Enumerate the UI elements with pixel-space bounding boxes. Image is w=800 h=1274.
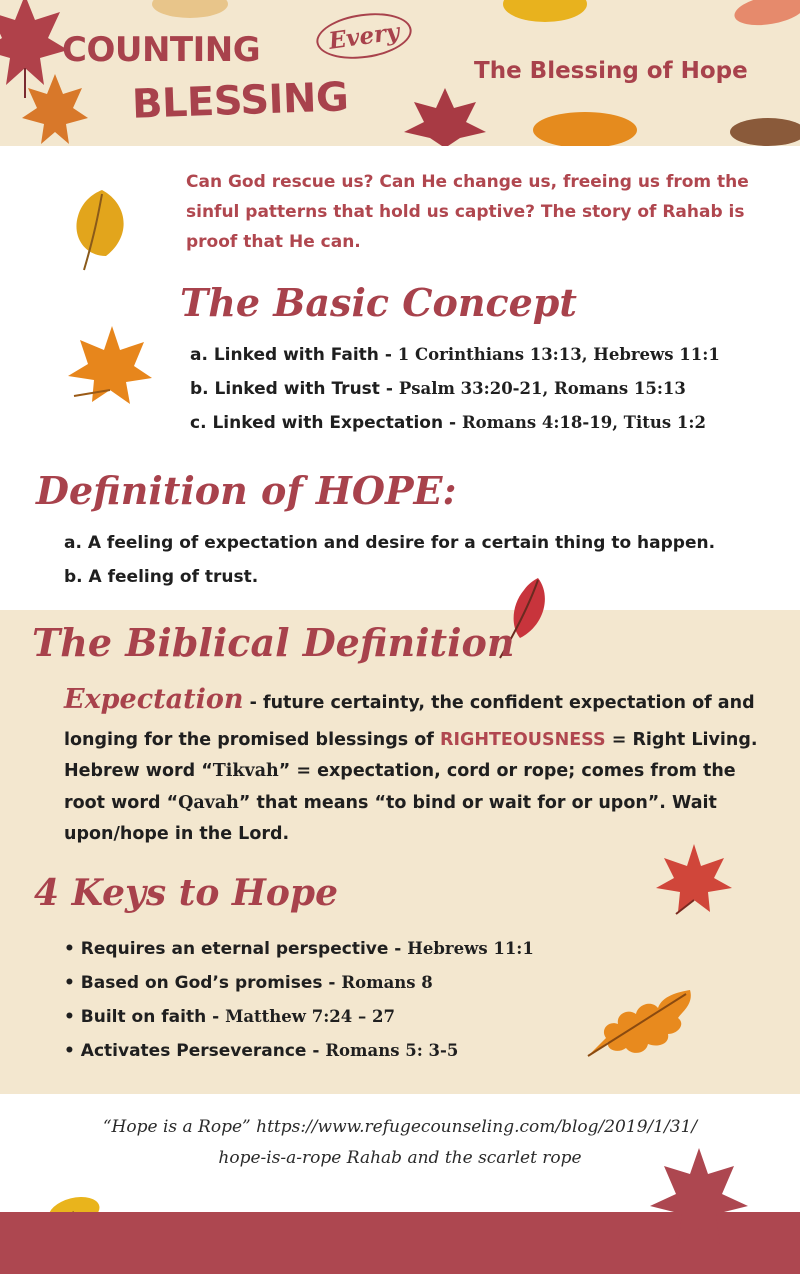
list-item: b. Linked with Trust - Psalm 33:20-21, Romans 15:13 bbox=[190, 379, 686, 399]
maple-leaf-icon bbox=[20, 70, 90, 146]
maple-leaf-icon bbox=[400, 84, 490, 146]
leaf-icon bbox=[500, 0, 590, 32]
list-item: a. Linked with Faith - 1 Corinthians 13:13, Hebrews 11:1 bbox=[190, 345, 720, 365]
maple-leaf-icon bbox=[644, 1144, 754, 1254]
list-item: c. Linked with Expectation - Romans 4:18-19, Titus 1:2 bbox=[190, 413, 706, 433]
expectation-word: Expectation bbox=[64, 684, 244, 715]
title-counting: COUNTING bbox=[62, 30, 261, 70]
source-line-1: “Hope is a Rope” https://www.refugecounseling.com/blog/2019/1/31/ bbox=[102, 1117, 698, 1137]
title-blessing: BLESSING bbox=[131, 74, 350, 128]
keys-list bbox=[64, 932, 534, 1068]
leaf-icon bbox=[726, 110, 800, 146]
source-line-2: hope-is-a-rope Rahab and the scarlet rope bbox=[218, 1148, 582, 1169]
list-item: • Based on God’s promises - Romans 8 bbox=[64, 966, 534, 1000]
biblical-definition-heading: The Biblical Definition bbox=[32, 620, 515, 665]
leaf-icon bbox=[530, 102, 640, 146]
oak-leaf-icon bbox=[582, 984, 698, 1062]
leaf-icon bbox=[720, 0, 800, 34]
intro-text: Can God rescue us? Can He change us, freeing us from the sinful patterns that hold us captive? The story of Rahab is proof that He can. bbox=[186, 172, 749, 252]
list-item: • Activates Perseverance - Romans 5: 3-5 bbox=[64, 1034, 534, 1068]
keys-heading: 4 Keys to Hope bbox=[34, 872, 338, 914]
title-every-badge: Every bbox=[313, 8, 414, 65]
basic-concept-list bbox=[190, 338, 720, 440]
list-item: • Requires an eternal perspective - Hebrews 11:1 bbox=[64, 932, 534, 966]
maple-leaf-icon bbox=[654, 842, 734, 916]
list-item: • Built on faith - Matthew 7:24 – 27 bbox=[64, 1000, 534, 1034]
basic-concept-heading: The Basic Concept bbox=[180, 280, 577, 325]
definition-list bbox=[64, 526, 715, 594]
header-subtitle: The Blessing of Hope bbox=[474, 58, 748, 84]
list-item: a. A feeling of expectation and desire for a certain thing to happen. bbox=[64, 533, 716, 553]
yellow-leaf-icon bbox=[62, 186, 134, 274]
definition-heading: Definition of HOPE: bbox=[36, 468, 457, 513]
biblical-definition-text: Expectation - future certainty, the confident expectation of and longing for the promised blessings of RIGHTEOUSNESS = Right Living. Hebrew word “Tikvah” = expectation, cord or rope; comes from the root word “Qavah” that means “to bind or wait for or upon”. Wait upon/hope in the Lord. bbox=[64, 684, 758, 845]
list-item: b. A feeling of trust. bbox=[64, 567, 259, 587]
maple-leaf-icon bbox=[64, 324, 154, 406]
source-citation bbox=[60, 1112, 740, 1175]
leaf-icon bbox=[150, 0, 230, 26]
header-banner bbox=[0, 0, 800, 146]
righteousness-word: RIGHTEOUSNESS bbox=[440, 729, 606, 750]
